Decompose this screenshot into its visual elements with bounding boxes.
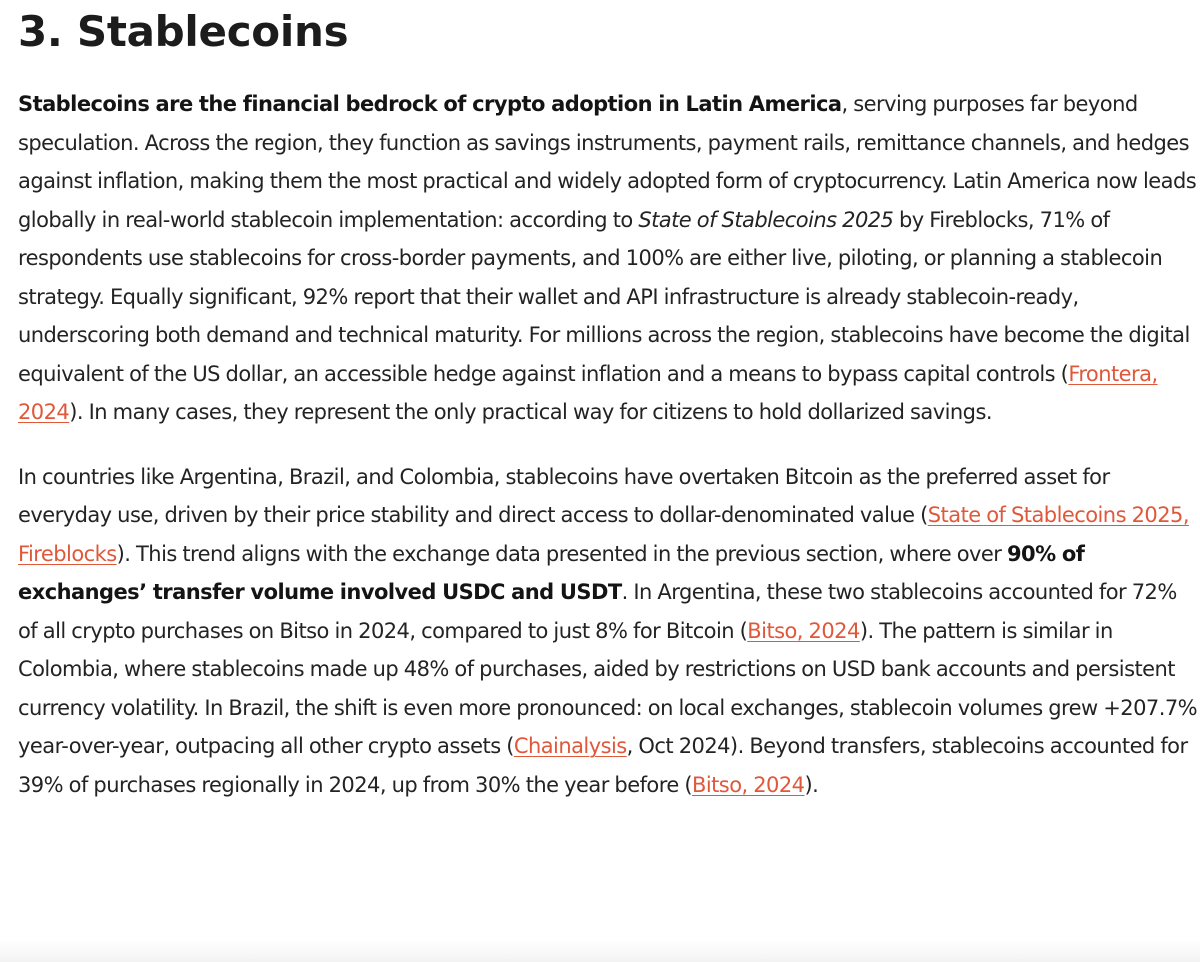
paragraph-text: In countries like Argentina, Brazil, and Colombia, stablecoins have overtaken Bitcoin as the preferred asset for everyday use, driven by their price stability and direct access to dollar-denominated value ( [18, 464, 1110, 527]
citation-link-bitso[interactable]: Bitso, 2024 [747, 618, 860, 643]
bottom-edge-shadow [0, 940, 1200, 962]
citation-link-frontera[interactable]: Frontera, 2024 [18, 361, 1158, 424]
bold-transfer-volume-stat: 90% of exchanges’ transfer volume involved USDC and USDT [18, 541, 1085, 604]
paragraph-text: . In Argentina, these two stablecoins accounted for 72% of all crypto purchases on Bitso in 2024, compared to just 8% for Bitcoin ( [18, 580, 1177, 643]
bold-lead-sentence: Stablecoins are the financial bedrock of crypto adoption in Latin America [18, 92, 842, 116]
section-title: 3. Stablecoins [18, 7, 349, 56]
article-section [18, 0, 1198, 804]
italic-report-title: State of Stablecoins 2025 [638, 207, 894, 232]
paragraph-stablecoins-overview [18, 85, 1198, 432]
paragraph-text: , Oct 2024). Beyond transfers, stablecoins accounted for 39% of purchases regionally in 2024, up from 30% the year before ( [18, 734, 1188, 797]
paragraph-text: by Fireblocks, 71% of respondents use stablecoins for cross-border payments, and 100% are either live, piloting, or planning a stablecoin strategy. Equally significant, 92% report that their wallet and API infrastructure is already stablecoin-ready, underscoring both demand and technical maturity. For millions across the region, stablecoins have become the digital equivalent of the US dollar, an accessible hedge against inflation and a means to bypass capital controls ( [18, 207, 1190, 386]
paragraph-country-usage [18, 458, 1198, 805]
paragraph-text: , serving purposes far beyond speculation. Across the region, they function as savings instruments, payment rails, remittance channels, and hedges against inflation, making them the most practical and widely adopted form of cryptocurrency. Latin America now leads globally in real-world stablecoin implementation: according to [18, 92, 1197, 232]
paragraph-text: ). This trend aligns with the exchange data presented in the previous section, where over [116, 541, 1007, 566]
citation-link-chainalysis[interactable]: Chainalysis [513, 734, 627, 758]
paragraph-text: ). In many cases, they represent the only practical way for citizens to hold dollarized savings. [69, 400, 992, 424]
paragraph-text: ). The pattern is similar in Colombia, where stablecoins made up 48% of purchases, aided by restrictions on USD bank accounts and persistent currency volatility. In Brazil, the shift is even more pronounced: on local exchanges, stablecoin volumes grew +207.7% year-over-year, outpacing all other crypto assets ( [18, 618, 1198, 758]
citation-link-fireblocks[interactable]: State of Stablecoins 2025, Fireblocks [18, 503, 1189, 566]
paragraph-text: ). [804, 772, 819, 797]
citation-link-bitso[interactable]: Bitso, 2024 [691, 772, 805, 797]
